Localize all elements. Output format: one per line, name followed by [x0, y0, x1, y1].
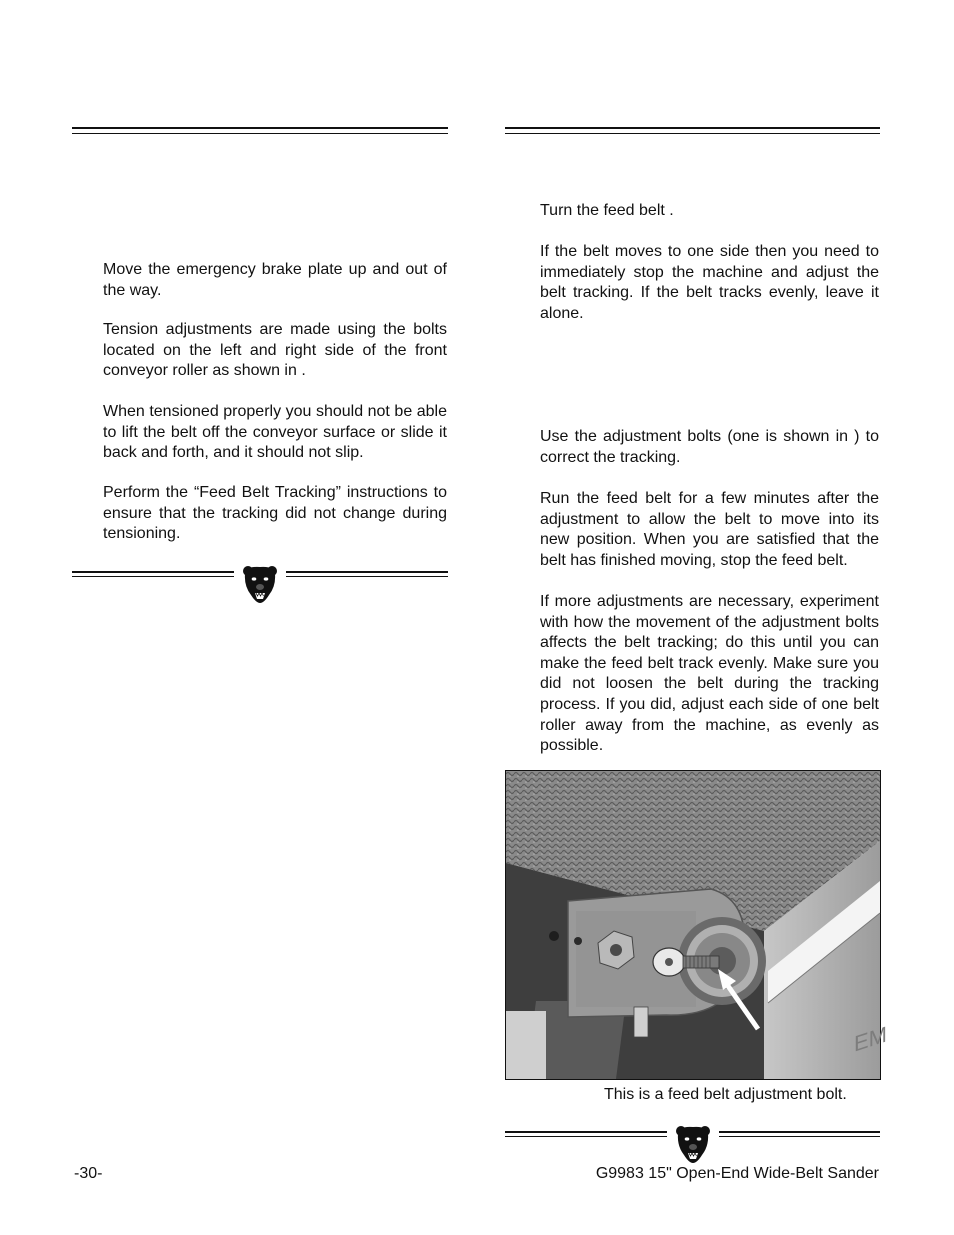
left-paragraph-3: When tensioned properly you should not be able to lift the belt off the conveyor surface or slide it back and forth, and it should not slip. [103, 403, 447, 462]
right-paragraph-4: Run the feed belt for a few minutes after the adjustment to allow the belt to move into its new position. When you are satisfied that the belt has finished moving, stop the feed belt. [540, 490, 879, 569]
manual-title: G9983 15" Open-End Wide-Belt Sander [595, 1165, 879, 1182]
right-paragraph-2: If the belt moves to one side then you need to immediately stop the machine and adjust the belt tracking. If the belt tracks evenly, leave it alone. [540, 243, 879, 322]
page-number: -30- [74, 1165, 103, 1182]
right-paragraph-3: Use the adjustment bolts (one is shown in ) to correct the tracking. [540, 428, 879, 466]
left-paragraph-2: Tension adjustments are made using the bolts located on the left and right side of the front conveyor roller as shown in . [103, 321, 447, 380]
right-paragraph-5: If more adjustments are necessary, experiment with how the movement of the adjustment bolts affects the belt tracking; do this until you can make the feed belt track evenly. Make sure you did not loosen the belt during the tracking process. If you did, adjust each side of one belt roller away from the machine, as evenly as possible. [540, 593, 879, 755]
left-section-end-rule [72, 564, 448, 604]
left-paragraph-1: Move the emergency brake plate up and out of the way. [103, 261, 447, 299]
figure-caption: This is a feed belt adjustment bolt. [604, 1086, 847, 1103]
left-section-rule [72, 127, 448, 136]
right-paragraph-1: Turn the feed belt . [540, 202, 674, 219]
photo-panel-label: EM [854, 1021, 887, 1057]
feed-belt-adjustment-photo [505, 770, 887, 1080]
grizzly-bear-logo-icon [242, 564, 278, 604]
grizzly-bear-logo-icon [675, 1124, 711, 1164]
right-section-rule [505, 127, 880, 136]
left-paragraph-4: Perform the “Feed Belt Tracking” instructions to ensure that the tracking did not change during tensioning. [103, 484, 447, 543]
right-section-end-rule [505, 1124, 880, 1164]
